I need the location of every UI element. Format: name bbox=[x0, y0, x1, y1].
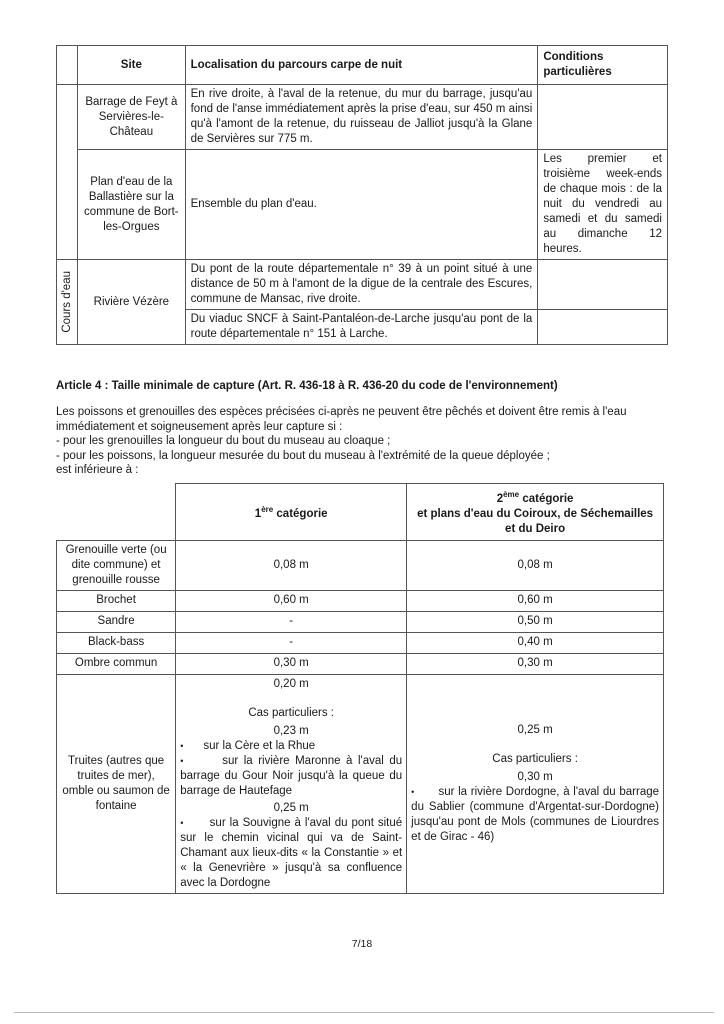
species-cell: Grenouille verte (ou dite commune) et grenouille rousse bbox=[57, 540, 176, 590]
bullet-icon: • bbox=[180, 755, 223, 766]
location-cell: Du pont de la route départementale n° 39 à un point situé à une distance de 50 m à l'amont de la digue de la centrale des Escures, commune de Mansac, rive droite. bbox=[185, 260, 538, 310]
article-title: Article 4 : Taille minimale de capture (Art. R. 436-18 à R. 436-20 du code de l'environnement) bbox=[56, 380, 558, 392]
header-site: Site bbox=[78, 46, 186, 85]
value-cell: 0,50 m bbox=[407, 611, 664, 632]
value-cell: 0,25 m Cas particuliers : 0,30 m • sur la rivière Dordogne, à l'aval du barrage du Sablier (commune d'Argentat-sur-Dordogne) jusqu'au pont de Mols (communes de Liourdres et de Girac - 46) bbox=[407, 674, 664, 893]
table-header-row bbox=[57, 46, 668, 85]
table-row bbox=[57, 590, 664, 611]
bullet-icon: • bbox=[411, 786, 439, 797]
header-location: Localisation du parcours carpe de nuit bbox=[185, 46, 538, 85]
value-cell: 0,20 m Cas particuliers : 0,23 m • sur la Cère et la Rhue • sur la rivière Maronne à l'aval du barrage du Gour Noir jusqu'à la queue du barrage de Hautefage 0,25 m • sur la Souvigne à l'aval du pont situé sur le chemin vicinal qui va de Saint-Chamant aux lieux-dits « la Constantie » et « la Genevrière » jusqu'à sa confluence avec la Dordogne bbox=[176, 674, 407, 893]
table-row bbox=[57, 611, 664, 632]
species-cell: Brochet bbox=[57, 590, 176, 611]
location-cell: Ensemble du plan d'eau. bbox=[185, 150, 538, 260]
article-line: Les poissons et grenouilles des espèces précisées ci-après ne peuvent être pêchés et doivent être remis à l'eau immédiatement et soigneusement après leur capture si : bbox=[56, 406, 627, 433]
header-first-category: 1ère catégorie bbox=[176, 484, 407, 541]
site-cell: Rivière Vézère bbox=[78, 260, 186, 345]
species-cell: Ombre commun bbox=[57, 653, 176, 674]
night-carp-table bbox=[56, 45, 668, 345]
location-cell: Du viaduc SNCF à Saint-Pantaléon-de-Larche jusqu'au pont de la route départementale n° 151 à Larche. bbox=[185, 310, 538, 345]
category-cell bbox=[57, 260, 78, 345]
min-size-table bbox=[56, 483, 664, 894]
category-label: Cours d'eau bbox=[60, 271, 73, 333]
species-cell: Black-bass bbox=[57, 632, 176, 653]
value-cell: 0,08 m bbox=[407, 540, 664, 590]
table-row bbox=[57, 540, 664, 590]
value-cell: 0,30 m bbox=[407, 653, 664, 674]
value-cell: 0,60 m bbox=[407, 590, 664, 611]
table-row bbox=[57, 260, 668, 310]
species-cell: Sandre bbox=[57, 611, 176, 632]
conditions-cell: Les premier et troisième week-ends de chaque mois : de la nuit du vendredi au samedi et du samedi au dimanche 12 heures. bbox=[538, 150, 668, 260]
bullet-icon: • bbox=[180, 740, 204, 751]
value-cell: 0,60 m bbox=[176, 590, 407, 611]
table-row bbox=[57, 150, 668, 260]
location-cell: En rive droite, à l'aval de la retenue, du mur du barrage, jusqu'au fond de l'anse immédiatement après la prise d'eau, sur 450 m ainsi qu'à l'amont de la retenue, du ruisseau de Jalliot jusqu'à la Glane de Servières sur 775 m. bbox=[185, 85, 538, 150]
table-row bbox=[57, 632, 664, 653]
article-line: - pour les poissons, la longueur mesurée du bout du museau à l'extrémité de la queue déployée ; bbox=[56, 449, 550, 462]
value-cell: 0,30 m bbox=[176, 653, 407, 674]
site-cell: Barrage de Feyt à Servières-le-Château bbox=[78, 85, 186, 150]
value-cell: 0,08 m bbox=[176, 540, 407, 590]
table-row bbox=[57, 85, 668, 150]
article-line: - pour les grenouilles la longueur du bout du museau au cloaque ; bbox=[56, 435, 391, 447]
value-cell: - bbox=[176, 632, 407, 653]
table-row bbox=[57, 653, 664, 674]
header-second-category: 2ème catégorie et plans d'eau du Coiroux, de Séchemailles et du Deiro bbox=[407, 484, 664, 541]
divider bbox=[14, 1012, 714, 1013]
article-paragraph bbox=[56, 405, 670, 478]
bullet-icon: • bbox=[180, 817, 210, 828]
species-cell: Truites (autres que truites de mer), omble ou saumon de fontaine bbox=[57, 674, 176, 893]
article-line: est inférieure à : bbox=[56, 464, 139, 476]
table-header-row bbox=[57, 484, 664, 541]
table-row bbox=[57, 674, 664, 893]
page-number: 7/18 bbox=[351, 938, 373, 950]
header-conditions: Conditions particulières bbox=[538, 46, 668, 85]
value-cell: - bbox=[176, 611, 407, 632]
site-cell: Plan d'eau de la Ballastière sur la commune de Bort-les-Orgues bbox=[78, 150, 186, 260]
value-cell: 0,40 m bbox=[407, 632, 664, 653]
